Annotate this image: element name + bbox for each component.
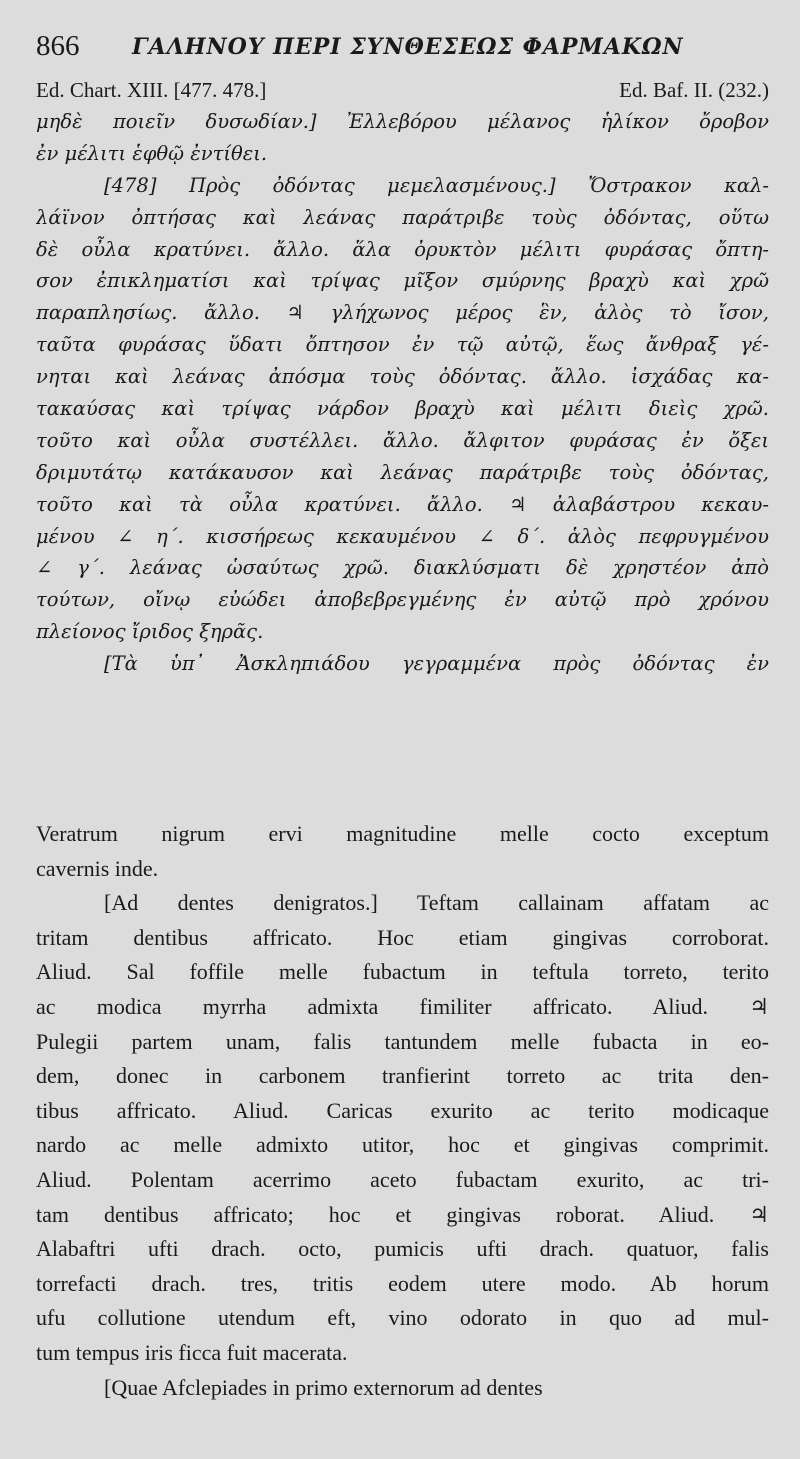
latin-line: [Quae Afclepiades in primo externorum ad dentes [104,1374,543,1400]
latin-line: dem, donec in carbonem tranfierint torreto ac trita den- [36,1063,769,1089]
latin-line: Pulegii partem unam, falis tantundem melle fubacta in eo- [36,1028,769,1054]
latin-text-block [36,817,769,1405]
latin-line: Alabaftri ufti drach. octo, pumicis ufti drach. quatuor, falis [36,1236,769,1262]
greek-line: ἐν μέλιτι ἑφθῷ ἐντίθει. [36,141,268,165]
latin-line: torrefacti drach. tres, tritis eodem utere modo. Ab horum [36,1270,769,1296]
greek-line: τούτων, οἴνῳ εὐώδει ἀποβεβρεγμένης ἐν αὐτῷ πρὸ χρόνου [36,588,769,612]
latin-line: nardo ac melle admixto utitor, hoc et gingivas comprimit. [36,1132,769,1158]
greek-line: μένου ∠ η΄. κισσήρεως κεκαυμένου ∠ δ΄. ἁλὸς πεφρυγμένου [36,524,769,548]
edition-references [36,78,769,108]
edition-reference-right: Ed. Baf. II. (232.) [619,78,769,102]
latin-line: Aliud. Sal foffile melle fubactum in teftula torreto, terito [36,959,769,985]
latin-line: cavernis inde. [36,855,159,881]
latin-line: Aliud. Polentam acerrimo aceto fubactam exurito, ac tri- [36,1166,769,1192]
greek-line: σον ἐπικληματίσι καὶ τρίψας μῖξον σμύρνης βραχὺ καὶ χρῶ [36,269,769,293]
greek-line: τακαύσας καὶ τρίψας νάρδον βραχὺ καὶ μέλιτι διεὶς χρῶ. [36,397,769,421]
greek-line: τοῦτο καὶ οὖλα συστέλλει. ἄλλο. ἄλφιτον φυράσας ἐν ὄξει [36,428,769,452]
latin-line: Veratrum nigrum ervi magnitudine melle cocto exceptum [36,821,769,846]
greek-line: δὲ οὖλα κρατύνει. ἄλλο. ἅλα ὀρυκτὸν μέλιτι φυράσας ὄπτη- [36,237,769,261]
edition-reference-left: Ed. Chart. XIII. [477. 478.] [36,78,267,102]
latin-line: ac modica myrrha admixta fimiliter affricato. Aliud. ♃ [36,993,769,1019]
greek-line: νηται καὶ λεάνας ἀπόσμα τοὺς ὀδόντας. ἄλλο. ἰσχάδας κα- [36,365,769,389]
greek-line: δριμυτάτῳ κατάκαυσον καὶ λεάνας παράτριβε τοὺς ὀδόντας, [36,460,769,484]
greek-line: [Τὰ ὑπ᾽ Ἀσκληπιάδου γεγραμμένα πρὸς ὀδόντας ἐν [104,652,769,676]
greek-line: τοῦτο καὶ τὰ οὖλα κρατύνει. ἄλλο. ♃ ἀλαβάστρου κεκαυ- [36,492,769,516]
running-title: ΓΑΛΗΝΟΥ ΠΕΡΙ ΣΥΝΘΕΣΕΩΣ ΦΑΡΜΑΚΩΝ [132,34,684,60]
greek-line: [478] Πρὸς ὀδόντας μεμελασμένους.] Ὄστρακον καλ- [104,173,769,197]
greek-line: μηδὲ ποιεῖν δυσωδίαν.] Ἐλλεβόρου μέλανος ἡλίκον ὄροβον [36,110,769,133]
greek-line: λάϊνον ὀπτήσας καὶ λεάνας παράτριβε τοὺς ὀδόντας, οὕτω [36,205,769,229]
greek-line: παραπλησίως. ἄλλο. ♃ γλήχωνος μέρος ἓν, ἁλὸς τὸ ἴσον, [36,301,769,325]
page-number: 866 [36,30,80,62]
latin-line: tibus affricato. Aliud. Caricas exurito ac terito modicaque [36,1097,769,1123]
latin-line: tum tempus iris ficca fuit macerata. [36,1339,348,1365]
greek-line: πλείονος ἴριδος ξηρᾶς. [36,620,264,644]
greek-line: ∠ γ΄. λεάνας ὡσαύτως χρῶ. διακλύσματι δὲ χρηστέον ἀπὸ [36,556,769,580]
greek-line: ταῦτα φυράσας ὕδατι ὄπτησον ἐν τῷ αὐτῷ, ἕως ἄνθραξ γέ- [36,333,769,357]
latin-line: ufu collutione utendum eft, vino odorato in quo ad mul- [36,1305,769,1331]
page-header [36,24,776,68]
latin-line: tritam dentibus affricato. Hoc etiam gingivas corroborat. [36,924,769,950]
greek-text-block [36,106,769,680]
latin-line: [Ad dentes denigratos.] Teftam callainam affatam ac [104,890,769,916]
latin-line: tam dentibus affricato; hoc et gingivas roborat. Aliud. ♃ [36,1201,769,1227]
